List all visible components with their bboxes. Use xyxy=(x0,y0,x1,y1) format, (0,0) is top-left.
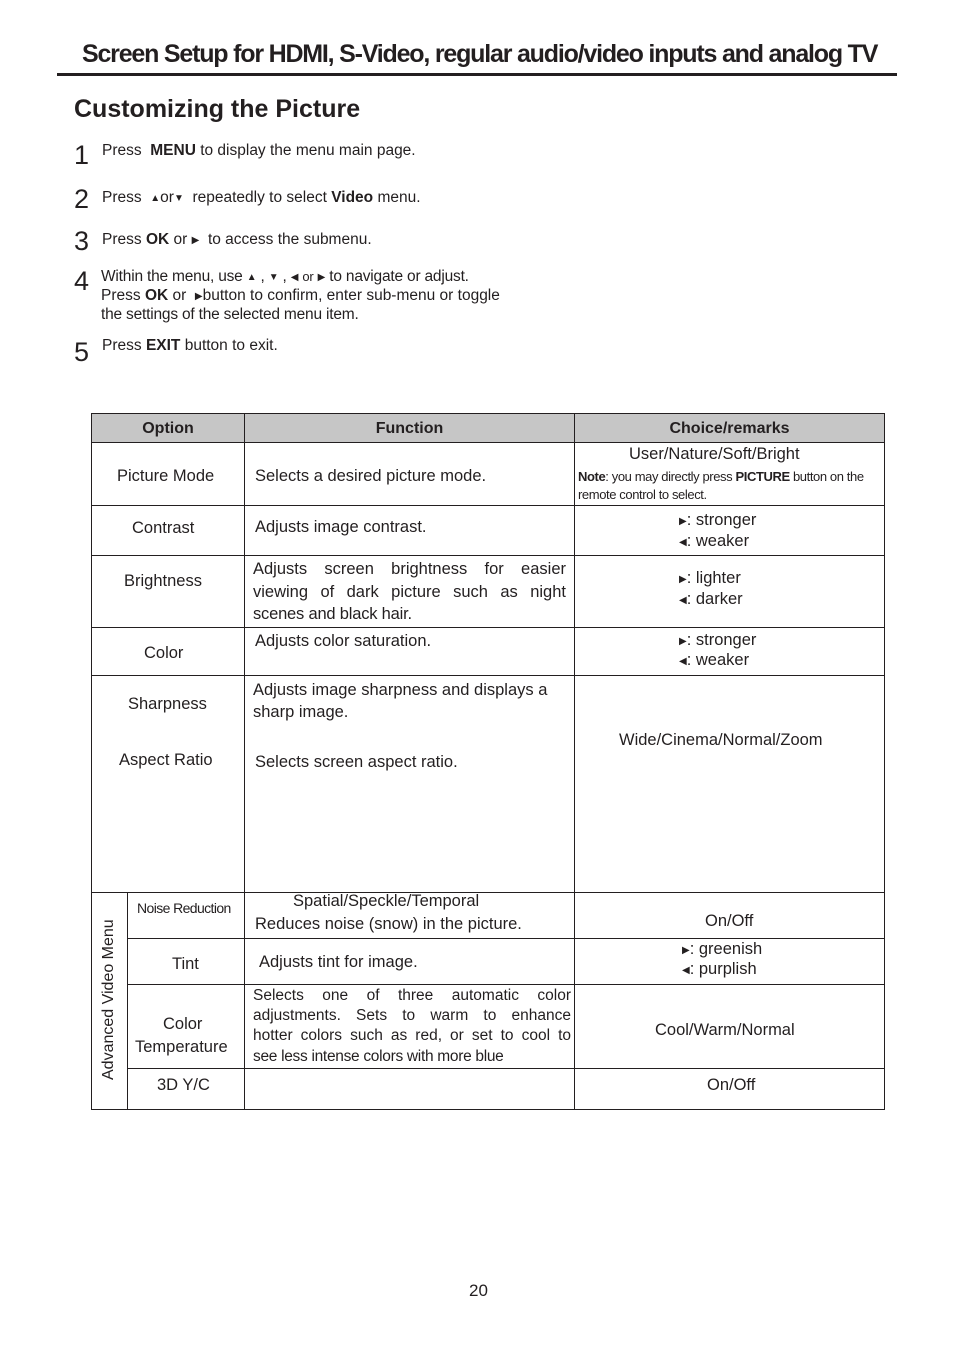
title-divider xyxy=(57,73,897,76)
option-label: Aspect Ratio xyxy=(119,751,213,769)
function-text: sharp image. xyxy=(253,703,349,721)
function-text: Adjusts color saturation. xyxy=(255,632,432,650)
choice-text: ▶: stronger xyxy=(679,631,757,649)
option-label: Picture Mode xyxy=(117,467,215,485)
left-arrow-icon: ◀ xyxy=(682,965,690,976)
choice-text: ◀: darker xyxy=(679,590,743,608)
option-label: 3D Y/C xyxy=(157,1076,210,1094)
choice-text: ◀: weaker xyxy=(679,532,750,550)
header-option: Option xyxy=(91,413,245,443)
right-arrow-icon: ▶ xyxy=(191,235,200,246)
option-label: Color xyxy=(163,1015,203,1033)
function-text: adjustments. Sets to warm to enhance xyxy=(253,1007,571,1024)
choice-text: ▶: lighter xyxy=(679,569,741,587)
function-text: Selects screen aspect ratio. xyxy=(255,753,458,771)
choice-text: On/Off xyxy=(707,1076,756,1094)
left-arrow-icon: ◀ xyxy=(290,272,299,283)
choice-text: Wide/Cinema/Normal/Zoom xyxy=(619,731,823,749)
option-label: Contrast xyxy=(132,519,195,537)
step-text: Press EXIT button to exit. xyxy=(102,337,278,354)
page-title: Screen Setup for HDMI, S-Video, regular audio/video inputs and analog TV xyxy=(82,40,878,68)
header-choice: Choice/remarks xyxy=(574,413,885,443)
step-number: 1 xyxy=(74,140,90,170)
step-text: Within the menu, use ▲ , ▼ , ◀ or ▶ to navigate or adjust. xyxy=(101,268,469,285)
option-label: Color xyxy=(144,644,184,662)
step-text: Press ▲or▼ repeatedly to select Video menu. xyxy=(102,189,421,206)
advanced-video-menu-label: Advanced Video Menu xyxy=(100,919,117,1080)
left-arrow-icon: ◀ xyxy=(679,656,687,667)
function-text: Adjusts screen brightness for easier xyxy=(253,560,566,578)
left-arrow-icon: ◀ xyxy=(679,537,687,548)
step-number: 5 xyxy=(74,337,90,367)
choice-text: ◀: purplish xyxy=(682,960,757,978)
step-number: 4 xyxy=(74,266,90,296)
function-text: hotter colors such as red, or set to cool to xyxy=(253,1027,571,1044)
step-text: Press OK or ▶button to confirm, enter sub-menu or toggle xyxy=(101,287,500,304)
function-text: see less intense colors with more blue xyxy=(253,1048,504,1065)
note-text: remote control to select. xyxy=(578,487,707,502)
right-arrow-icon: ▶ xyxy=(682,945,690,956)
option-label: Sharpness xyxy=(128,695,207,713)
step-text: Press OK or ▶ to access the submenu. xyxy=(102,231,372,248)
function-text: Spatial/Speckle/Temporal xyxy=(293,892,480,910)
left-arrow-icon: ◀ xyxy=(679,595,687,606)
function-text: Selects a desired picture mode. xyxy=(255,467,487,485)
function-text: Adjusts tint for image. xyxy=(259,953,418,971)
function-text: Reduces noise (snow) in the picture. xyxy=(255,915,522,933)
step-number: 2 xyxy=(74,184,90,214)
header-function: Function xyxy=(244,413,575,443)
function-text: viewing of dark picture such as night xyxy=(253,583,566,601)
option-label: Noise Reduction xyxy=(137,900,231,916)
choice-text: Cool/Warm/Normal xyxy=(655,1021,795,1039)
function-text: Adjusts image contrast. xyxy=(255,518,427,536)
right-arrow-icon: ▶ xyxy=(317,272,326,283)
function-text: scenes and black hair. xyxy=(253,605,412,623)
option-label: Tint xyxy=(172,955,199,973)
down-arrow-icon: ▼ xyxy=(173,193,184,204)
note-text: Note: you may directly press PICTURE button on the xyxy=(578,469,864,484)
option-label: Brightness xyxy=(124,572,202,590)
table-row xyxy=(91,555,245,628)
right-arrow-icon: ▶ xyxy=(679,516,687,527)
choice-text: ◀: weaker xyxy=(679,651,750,669)
choice-text: ▶: stronger xyxy=(679,511,757,529)
option-label: Temperature xyxy=(135,1038,228,1056)
section-title: Customizing the Picture xyxy=(74,95,361,123)
right-arrow-icon: ▶ xyxy=(679,636,687,647)
right-arrow-icon: ▶ xyxy=(194,291,203,302)
up-arrow-icon: ▲ xyxy=(246,272,257,283)
right-arrow-icon: ▶ xyxy=(679,574,687,585)
down-arrow-icon: ▼ xyxy=(268,272,279,283)
step-text: Press MENU to display the menu main page. xyxy=(102,142,416,159)
choice-text: User/Nature/Soft/Bright xyxy=(629,445,800,463)
page-number: 20 xyxy=(469,1281,488,1300)
up-arrow-icon: ▲ xyxy=(150,193,161,204)
choice-text: ▶: greenish xyxy=(682,940,763,958)
function-text: Selects one of three automatic color xyxy=(253,987,571,1004)
function-text: Adjusts image sharpness and displays a xyxy=(253,681,548,699)
step-number: 3 xyxy=(74,226,90,256)
step-text: the settings of the selected menu item. xyxy=(101,306,359,323)
choice-text: On/Off xyxy=(705,912,754,930)
